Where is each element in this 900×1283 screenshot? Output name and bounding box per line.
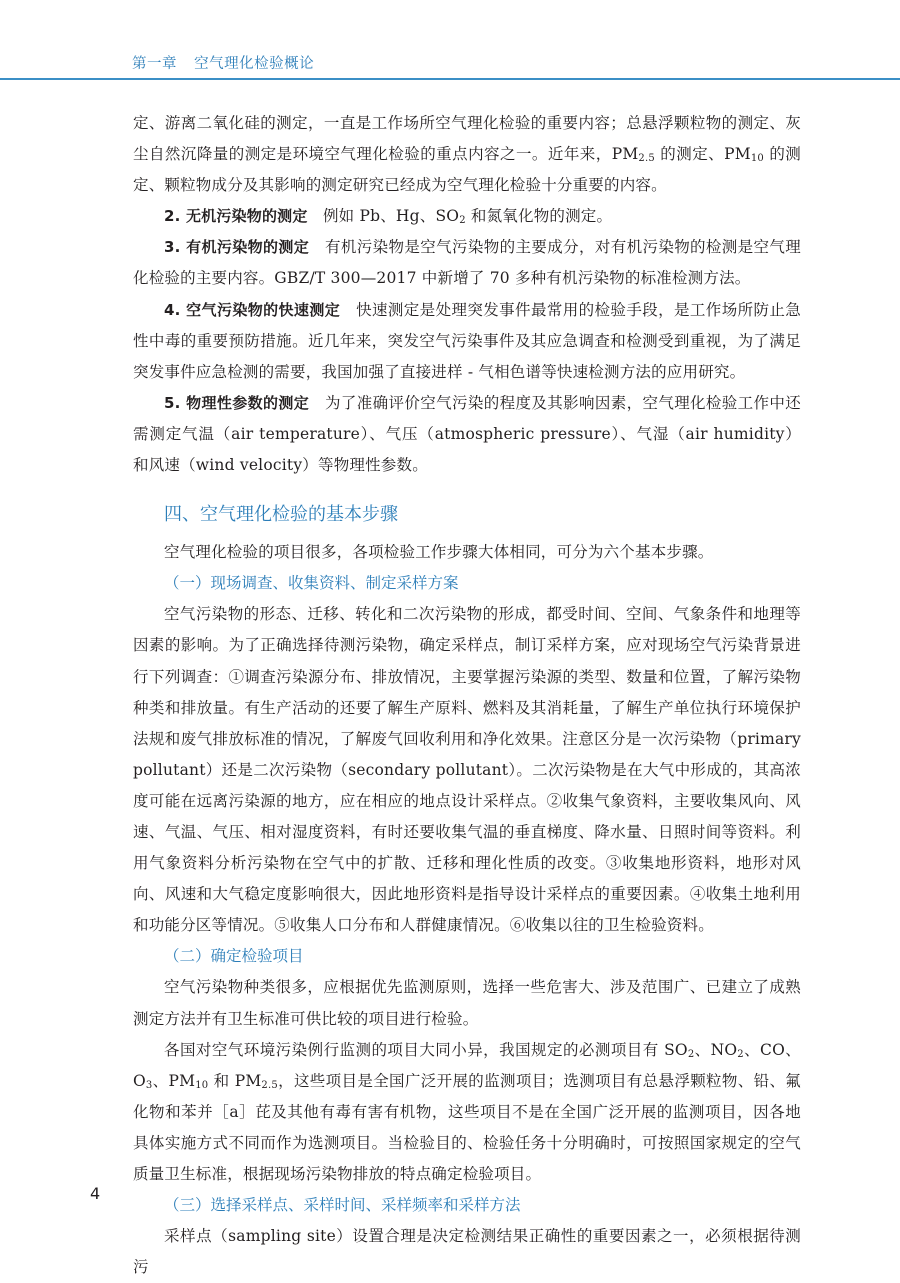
- text-run: 各国对空气环境污染例行监测的项目大同小异，我国规定的必测项目有 SO: [164, 1040, 688, 1059]
- subscript: 2.5: [638, 153, 655, 165]
- paragraph-continued: [133, 108, 801, 201]
- subsection-heading-3: （三）选择采样点、采样时间、采样频率和采样方法: [164, 1196, 521, 1215]
- section-heading: 四、空气理化检验的基本步骤: [164, 504, 398, 526]
- item-physical: [133, 388, 801, 481]
- section-intro: 空气理化检验的项目很多，各项检验工作步骤大体相同，可分为六个基本步骤。: [164, 543, 714, 562]
- subscript: 3: [145, 1079, 153, 1091]
- subscript: 10: [750, 153, 764, 165]
- item-rapid: [133, 295, 801, 388]
- item-heading: 4. 空气污染物的快速测定: [164, 300, 341, 319]
- subsection-2-text-2: [133, 1035, 801, 1190]
- text-run: 例如 Pb、Hg、SO: [322, 207, 460, 226]
- subsection-1-text: 空气污染物的形态、迁移、转化和二次污染物的形成，都受时间、空间、气象条件和地理等因素的影响。为了正确选择待测污染物，确定采样点，制订采样方案，应对现场空气污染背景进行下列调查：①调查污染源分布、排放情况，主要掌握污染源的类型、数量和位置，了解污染物种类和排放量。有生产活动的还要了解生产原料、燃料及其消耗量，了解生产单位执行环境保护法规和废气排放标准的情况，了解废气回收利用和净化效果。注意区分是一次污染物（primary pollutant）还是二次污染物（secondary pollutant）。二次污染物是在大气中形成的，其高浓度可能在远离污染源的地方，应在相应的地点设计采样点。②收集气象资料，主要收集风向、风速、气温、气压、相对湿度资料，有时还要收集气温的垂直梯度、降水量、日照时间等资料。利用气象资料分析污染物在空气中的扩散、迁移和理化性质的改变。③收集地形资料，地形对风向、风速和大气稳定度影响很大，因此地形资料是指导设计采样点的重要因素。④收集土地利用和功能分区等情况。⑤收集人口分布和人群健康情况。⑥收集以往的卫生检验资料。: [133, 605, 801, 935]
- subscript: 2: [687, 1048, 695, 1060]
- item-heading: 5. 物理性参数的测定: [164, 393, 310, 412]
- text-run: ，这些项目是全国广泛开展的监测项目；选测项目有总悬浮颗粒物、铅、氟化物和苯并［a］芘及其他有毒有害有机物，这些项目不是在全国广泛开展的监测项目，因各地具体实施方式不同而作为选测项目。当检验目的、检验任务十分明确时，可按照国家规定的空气质量卫生标准，根据现场污染物排放的特点确定检验项目。: [133, 1071, 801, 1183]
- header-rule: [0, 78, 900, 80]
- subsection-heading-2: （二）确定检验项目: [164, 947, 304, 966]
- text-run: 、CO、O: [133, 1040, 801, 1090]
- chapter-title: 空气理化检验概论: [194, 56, 315, 72]
- running-head: [132, 52, 314, 73]
- text-run: 、PM: [152, 1071, 196, 1090]
- page-body: [133, 108, 801, 1283]
- text-run: 的测定、PM: [654, 145, 751, 164]
- chapter-number: 第一章: [132, 56, 177, 72]
- subscript: 10: [195, 1079, 209, 1091]
- text-run: 和氮氧化物的测定。: [465, 207, 613, 226]
- subsection-3-text: 采样点（sampling site）设置合理是决定检测结果正确性的重要因素之一，必须根据待测污: [133, 1227, 801, 1277]
- subsection-heading-1: （一）现场调查、收集资料、制定采样方案: [164, 574, 459, 593]
- text-run: 为了准确评价空气污染的程度及其影响因素，空气理化检验工作中还需测定气温（air temperature）、气压（atmospheric pressure）、气湿（air humidity）和风速（wind velocity）等物理性参数。: [133, 393, 801, 475]
- text-run: 、NO: [694, 1040, 738, 1059]
- text-run: 有机污染物是空气污染物的主要成分，对有机污染物的检测是空气理化检验的主要内容。GBZ/T 300—2017 中新增了 70 多种有机污染物的标准检测方法。: [133, 238, 801, 288]
- item-organic: [133, 232, 801, 294]
- text-run: 和 PM: [208, 1071, 262, 1090]
- subscript: 2: [737, 1048, 744, 1060]
- page-number: 4: [90, 1184, 101, 1203]
- item-inorganic: [133, 201, 801, 232]
- subscript: 2: [459, 215, 466, 227]
- text-run: 快速测定是处理突发事件最常用的检验手段，是工作场所防止急性中毒的重要预防措施。近几年来，突发空气污染事件及其应急调查和检测受到重视，为了满足突发事件应急检测的需要，我国加强了直接进样 - 气相色谱等快速检测方法的应用研究。: [133, 300, 801, 381]
- item-heading: 2. 无机污染物的测定: [164, 207, 308, 226]
- text-run: 定、游离二氧化硅的测定，一直是工作场所空气理化检验的重要内容；总悬浮颗粒物的测定、灰尘自然沉降量的测定是环境空气理化检验的重点内容之一。近年来，PM: [133, 114, 801, 164]
- item-heading: 3. 有机污染物的测定: [164, 238, 310, 257]
- subscript: 2.5: [261, 1079, 278, 1091]
- subsection-2-text-1: 空气污染物种类很多，应根据优先监测原则，选择一些危害大、涉及范围广、已建立了成熟测定方法并有卫生标准可供比较的项目进行检验。: [133, 978, 801, 1028]
- text-run: 的测定、颗粒物成分及其影响的测定研究已经成为空气理化检验十分重要的内容。: [133, 145, 802, 195]
